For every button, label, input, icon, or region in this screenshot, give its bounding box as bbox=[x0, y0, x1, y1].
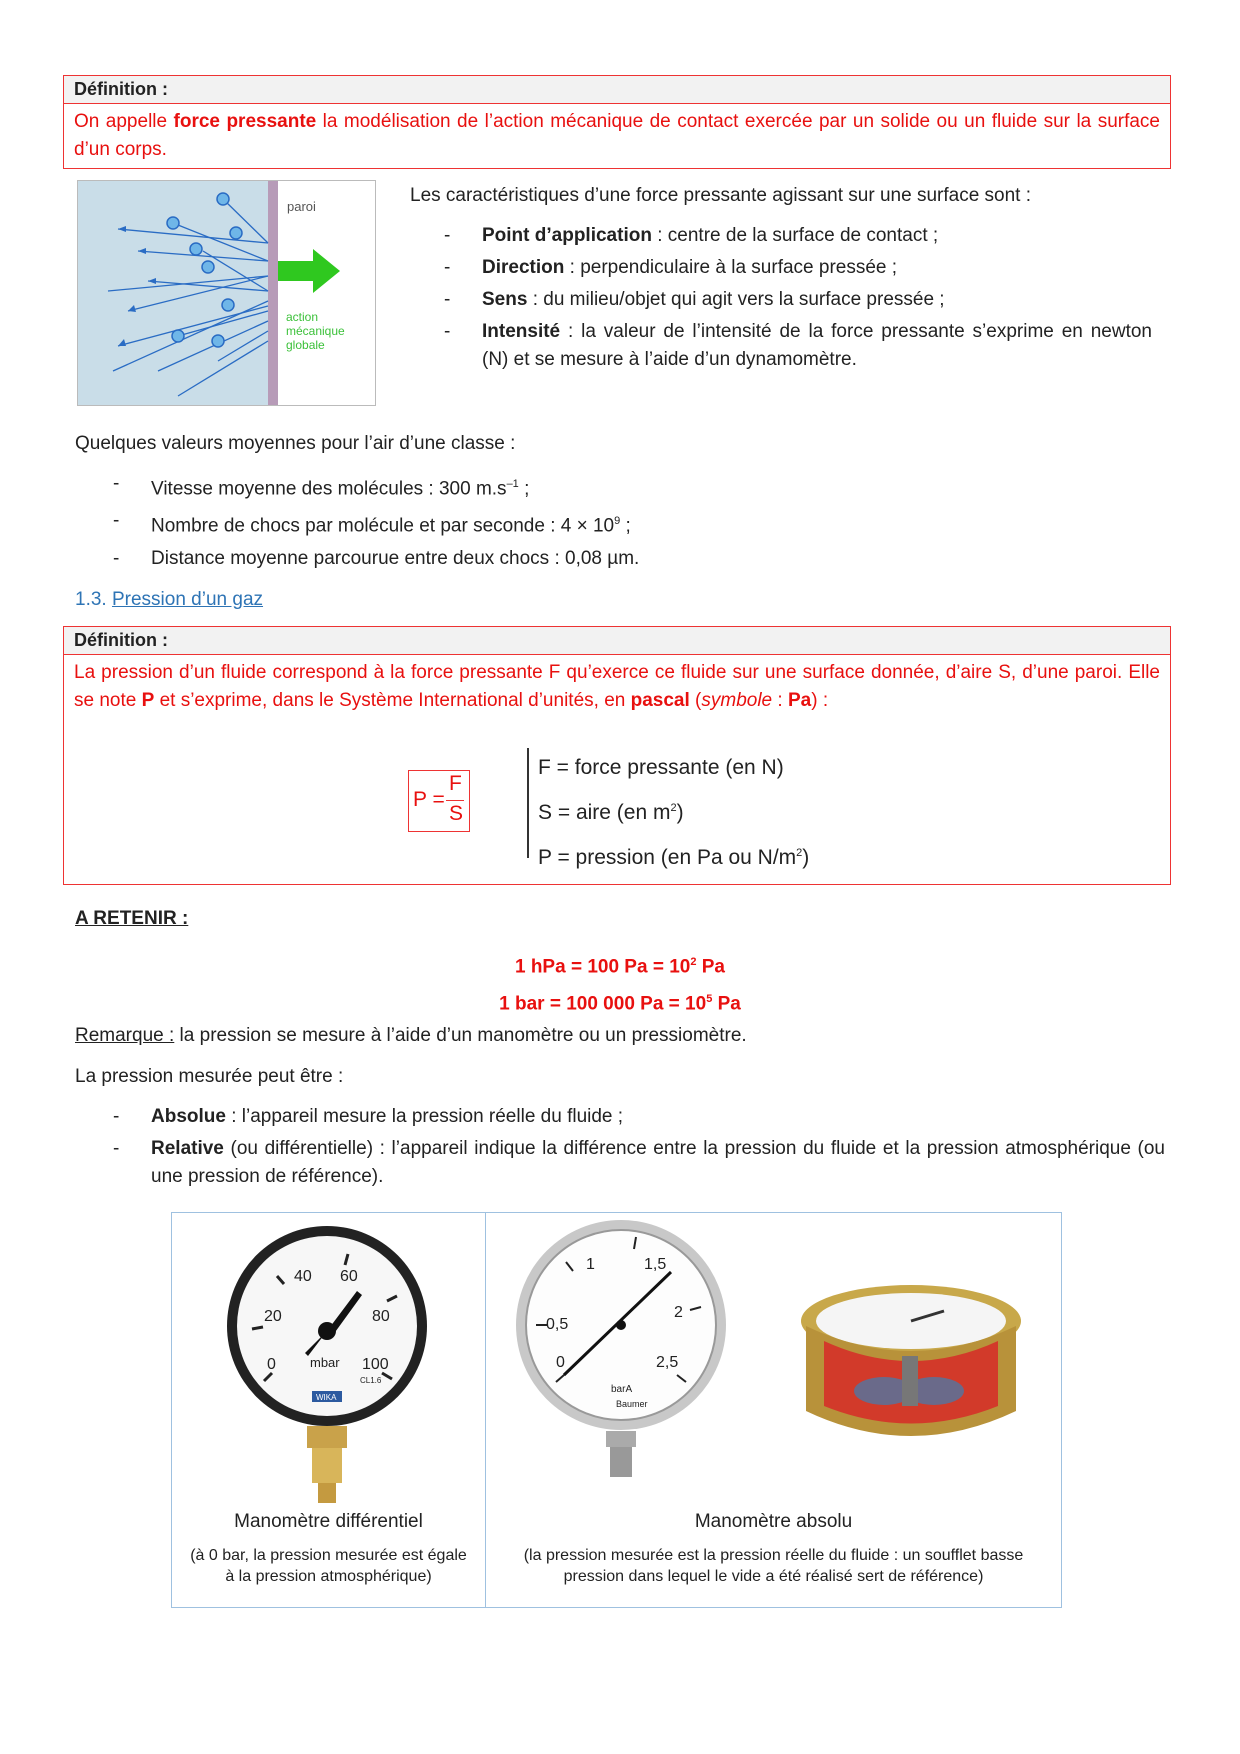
legend-area bbox=[538, 788, 809, 833]
def-symbol-Pa: Pa bbox=[787, 690, 812, 711]
def-symbol-P: P bbox=[141, 690, 155, 711]
tick-label: 80 bbox=[372, 1308, 390, 1325]
wall-molecules-figure bbox=[77, 180, 376, 406]
formula-legend bbox=[538, 748, 809, 878]
action-label-line2: mécanique bbox=[286, 324, 345, 338]
list-item bbox=[444, 254, 1152, 282]
item-term: Point d’application bbox=[482, 225, 652, 246]
remarque-label: Remarque : bbox=[75, 1025, 175, 1046]
def-italic-symbole: symbole bbox=[701, 690, 773, 711]
legend-text: P = pression (en Pa ou N/m bbox=[538, 846, 797, 869]
legend-text: S = aire (en m bbox=[538, 801, 671, 824]
list-item bbox=[113, 470, 1165, 503]
measured-block bbox=[75, 1063, 1165, 1195]
item-term: Intensité bbox=[482, 321, 561, 342]
def-text-part: ( bbox=[689, 690, 702, 711]
action-label-line1: action bbox=[286, 310, 319, 324]
tick-label: 1,5 bbox=[644, 1256, 667, 1273]
item-term: Direction bbox=[482, 257, 565, 278]
def-text-part: : bbox=[772, 690, 788, 711]
eq-text: 1 bar = 100 000 Pa = 10 bbox=[499, 993, 707, 1015]
tick-label: 2,5 bbox=[656, 1354, 679, 1371]
gauge-brand: Baumer bbox=[616, 1399, 648, 1409]
air-values-list bbox=[113, 470, 1165, 573]
item-term: Relative bbox=[151, 1138, 224, 1159]
caption-line: (à 0 bar, la pression mesurée est égale bbox=[190, 1547, 467, 1564]
item-text: Distance moyenne parcourue entre deux chocs : 0,08 µm. bbox=[151, 547, 640, 569]
characteristics-block bbox=[410, 182, 1152, 378]
tick-label: 1 bbox=[586, 1256, 595, 1273]
list-item bbox=[113, 1135, 1165, 1191]
gauge-unit: mbar bbox=[310, 1355, 340, 1370]
def-term-pascal: pascal bbox=[630, 690, 690, 711]
section-title: Pression d’un gaz bbox=[111, 589, 264, 610]
formula-denominator: S bbox=[449, 802, 464, 825]
gauges-table bbox=[171, 1212, 1062, 1608]
legend-sup: 2 bbox=[670, 802, 677, 814]
list-item bbox=[444, 286, 1152, 314]
fraction-bar bbox=[446, 800, 464, 801]
eq-text: 1 hPa = 100 Pa = 10 bbox=[514, 956, 691, 978]
legend-bar bbox=[527, 748, 529, 858]
item-desc: : centre de la surface de contact ; bbox=[651, 225, 939, 246]
gauge-cell-absolute bbox=[486, 1213, 1061, 1607]
item-desc: : perpendiculaire à la surface pressée ; bbox=[564, 257, 898, 278]
legend-force: F = force pressante (en N) bbox=[538, 756, 784, 779]
item-text: ; bbox=[620, 515, 631, 537]
legend-text: ) bbox=[676, 801, 684, 824]
action-label-line3: globale bbox=[286, 338, 325, 352]
section-number: 1.3. bbox=[75, 589, 112, 610]
tick-label: 2 bbox=[674, 1304, 683, 1321]
item-term: Absolue bbox=[151, 1106, 226, 1127]
air-values-block bbox=[75, 430, 1165, 577]
pressure-formula bbox=[408, 770, 470, 832]
definition-text bbox=[64, 104, 1170, 168]
characteristics-list bbox=[444, 222, 1152, 374]
measured-intro: La pression mesurée peut être : bbox=[75, 1066, 344, 1087]
tick-label: 20 bbox=[264, 1308, 282, 1325]
legend-text: ) bbox=[802, 846, 810, 869]
eq-sup: 5 bbox=[706, 993, 713, 1006]
tick-label: 60 bbox=[340, 1268, 358, 1285]
characteristics-intro: Les caractéristiques d’une force pressante agissant sur une surface sont : bbox=[410, 185, 1032, 206]
gauge-brand: WIKA bbox=[316, 1393, 337, 1402]
wall-figure-svg bbox=[78, 181, 375, 405]
differential-caption bbox=[172, 1545, 485, 1587]
gauge-class: CL1.6 bbox=[360, 1376, 382, 1385]
retenir-line-hpa bbox=[0, 946, 1240, 983]
def-text-part: la modélisation de l’action mécanique de contact exercée par un solide ou un fluide sur la surface d’un corps. bbox=[74, 111, 1160, 160]
absolute-caption bbox=[486, 1545, 1061, 1587]
item-desc: : du milieu/objet qui agit vers la surface pressée ; bbox=[527, 289, 945, 310]
list-item bbox=[444, 222, 1152, 250]
differential-gauge-illustration bbox=[212, 1221, 442, 1511]
def-text-part: On appelle bbox=[74, 111, 174, 132]
absolute-gauge-cutaway bbox=[794, 1281, 1029, 1456]
tick-label: 0,5 bbox=[546, 1316, 569, 1333]
eq-text: Pa bbox=[712, 993, 741, 1015]
retenir-equations bbox=[0, 946, 1240, 1021]
retenir-line-bar bbox=[0, 983, 1240, 1020]
definition-heading: Définition : bbox=[64, 76, 1170, 104]
caption-line: pression dans lequel le vide a été réalisé sert de référence) bbox=[563, 1568, 984, 1585]
tick-label: 0 bbox=[267, 1356, 276, 1373]
item-term: Sens bbox=[482, 289, 528, 310]
absolute-title: Manomètre absolu bbox=[694, 1511, 853, 1532]
caption-line: (la pression mesurée est la pression réelle du fluide : un soufflet basse bbox=[523, 1547, 1024, 1564]
eq-sup: 2 bbox=[690, 956, 697, 968]
item-desc: : l’appareil mesure la pression réelle du fluide ; bbox=[225, 1106, 624, 1127]
remarque-text: la pression se mesure à l’aide d’un manomètre ou un pressiomètre. bbox=[174, 1025, 747, 1046]
list-item bbox=[113, 1103, 1165, 1131]
definition-heading: Définition : bbox=[64, 627, 1170, 655]
item-sup: –1 bbox=[506, 478, 519, 490]
def-term-force-pressante: force pressante bbox=[173, 111, 317, 132]
list-item bbox=[113, 545, 1165, 573]
formula-numerator: F bbox=[449, 772, 462, 795]
tick-label: 0 bbox=[556, 1354, 565, 1371]
def-text-part: ) : bbox=[811, 690, 829, 711]
tick-label: 100 bbox=[362, 1356, 389, 1373]
item-desc: : la valeur de l’intensité de la force pressante s’exprime en newton (N) et se mesure à l’aide d’un dynamomètre. bbox=[482, 321, 1152, 370]
gauge-cell-differential bbox=[172, 1213, 485, 1607]
definition-text bbox=[64, 655, 1170, 719]
air-values-intro: Quelques valeurs moyennes pour l’air d’une classe : bbox=[75, 433, 516, 454]
def-text-part: et s’exprime, dans le Système International d’unités, en bbox=[154, 690, 631, 711]
definition-box-force bbox=[63, 75, 1171, 169]
item-text: Nombre de chocs par molécule et par seconde : 4 × 10 bbox=[151, 515, 615, 537]
measured-list bbox=[113, 1103, 1165, 1191]
caption-line: à la pression atmosphérique) bbox=[225, 1568, 432, 1585]
legend-pressure bbox=[538, 833, 809, 878]
item-text: Vitesse moyenne des molécules : 300 m.s bbox=[151, 478, 507, 500]
formula-lhs: P = bbox=[413, 788, 445, 811]
gauge-unit: barA bbox=[611, 1384, 633, 1395]
def-text-part: La pression d’un fluide correspond à la force pressante F qu’exerce ce fluide sur une surface donnée, d’aire S, d’une paroi. Elle se note bbox=[74, 662, 1160, 711]
tick-label: 40 bbox=[294, 1268, 312, 1285]
wall-label: paroi bbox=[287, 199, 316, 214]
retenir-heading: A RETENIR : bbox=[75, 908, 189, 929]
definition-box-pressure bbox=[63, 626, 1171, 885]
item-sup: 9 bbox=[614, 515, 621, 528]
item-desc: (ou différentielle) : l’appareil indique la différence entre la pression du fluide et la pression atmosphérique (ou une pression de référence). bbox=[151, 1138, 1165, 1187]
list-item bbox=[444, 318, 1152, 374]
absolute-gauge-illustration bbox=[506, 1217, 736, 1507]
legend-sup: 2 bbox=[796, 847, 803, 859]
remarque bbox=[75, 1022, 747, 1050]
item-text: ; bbox=[518, 478, 530, 500]
list-item bbox=[113, 507, 1165, 540]
eq-text: Pa bbox=[696, 956, 725, 978]
section-heading bbox=[75, 586, 263, 614]
differential-title: Manomètre différentiel bbox=[234, 1511, 423, 1532]
